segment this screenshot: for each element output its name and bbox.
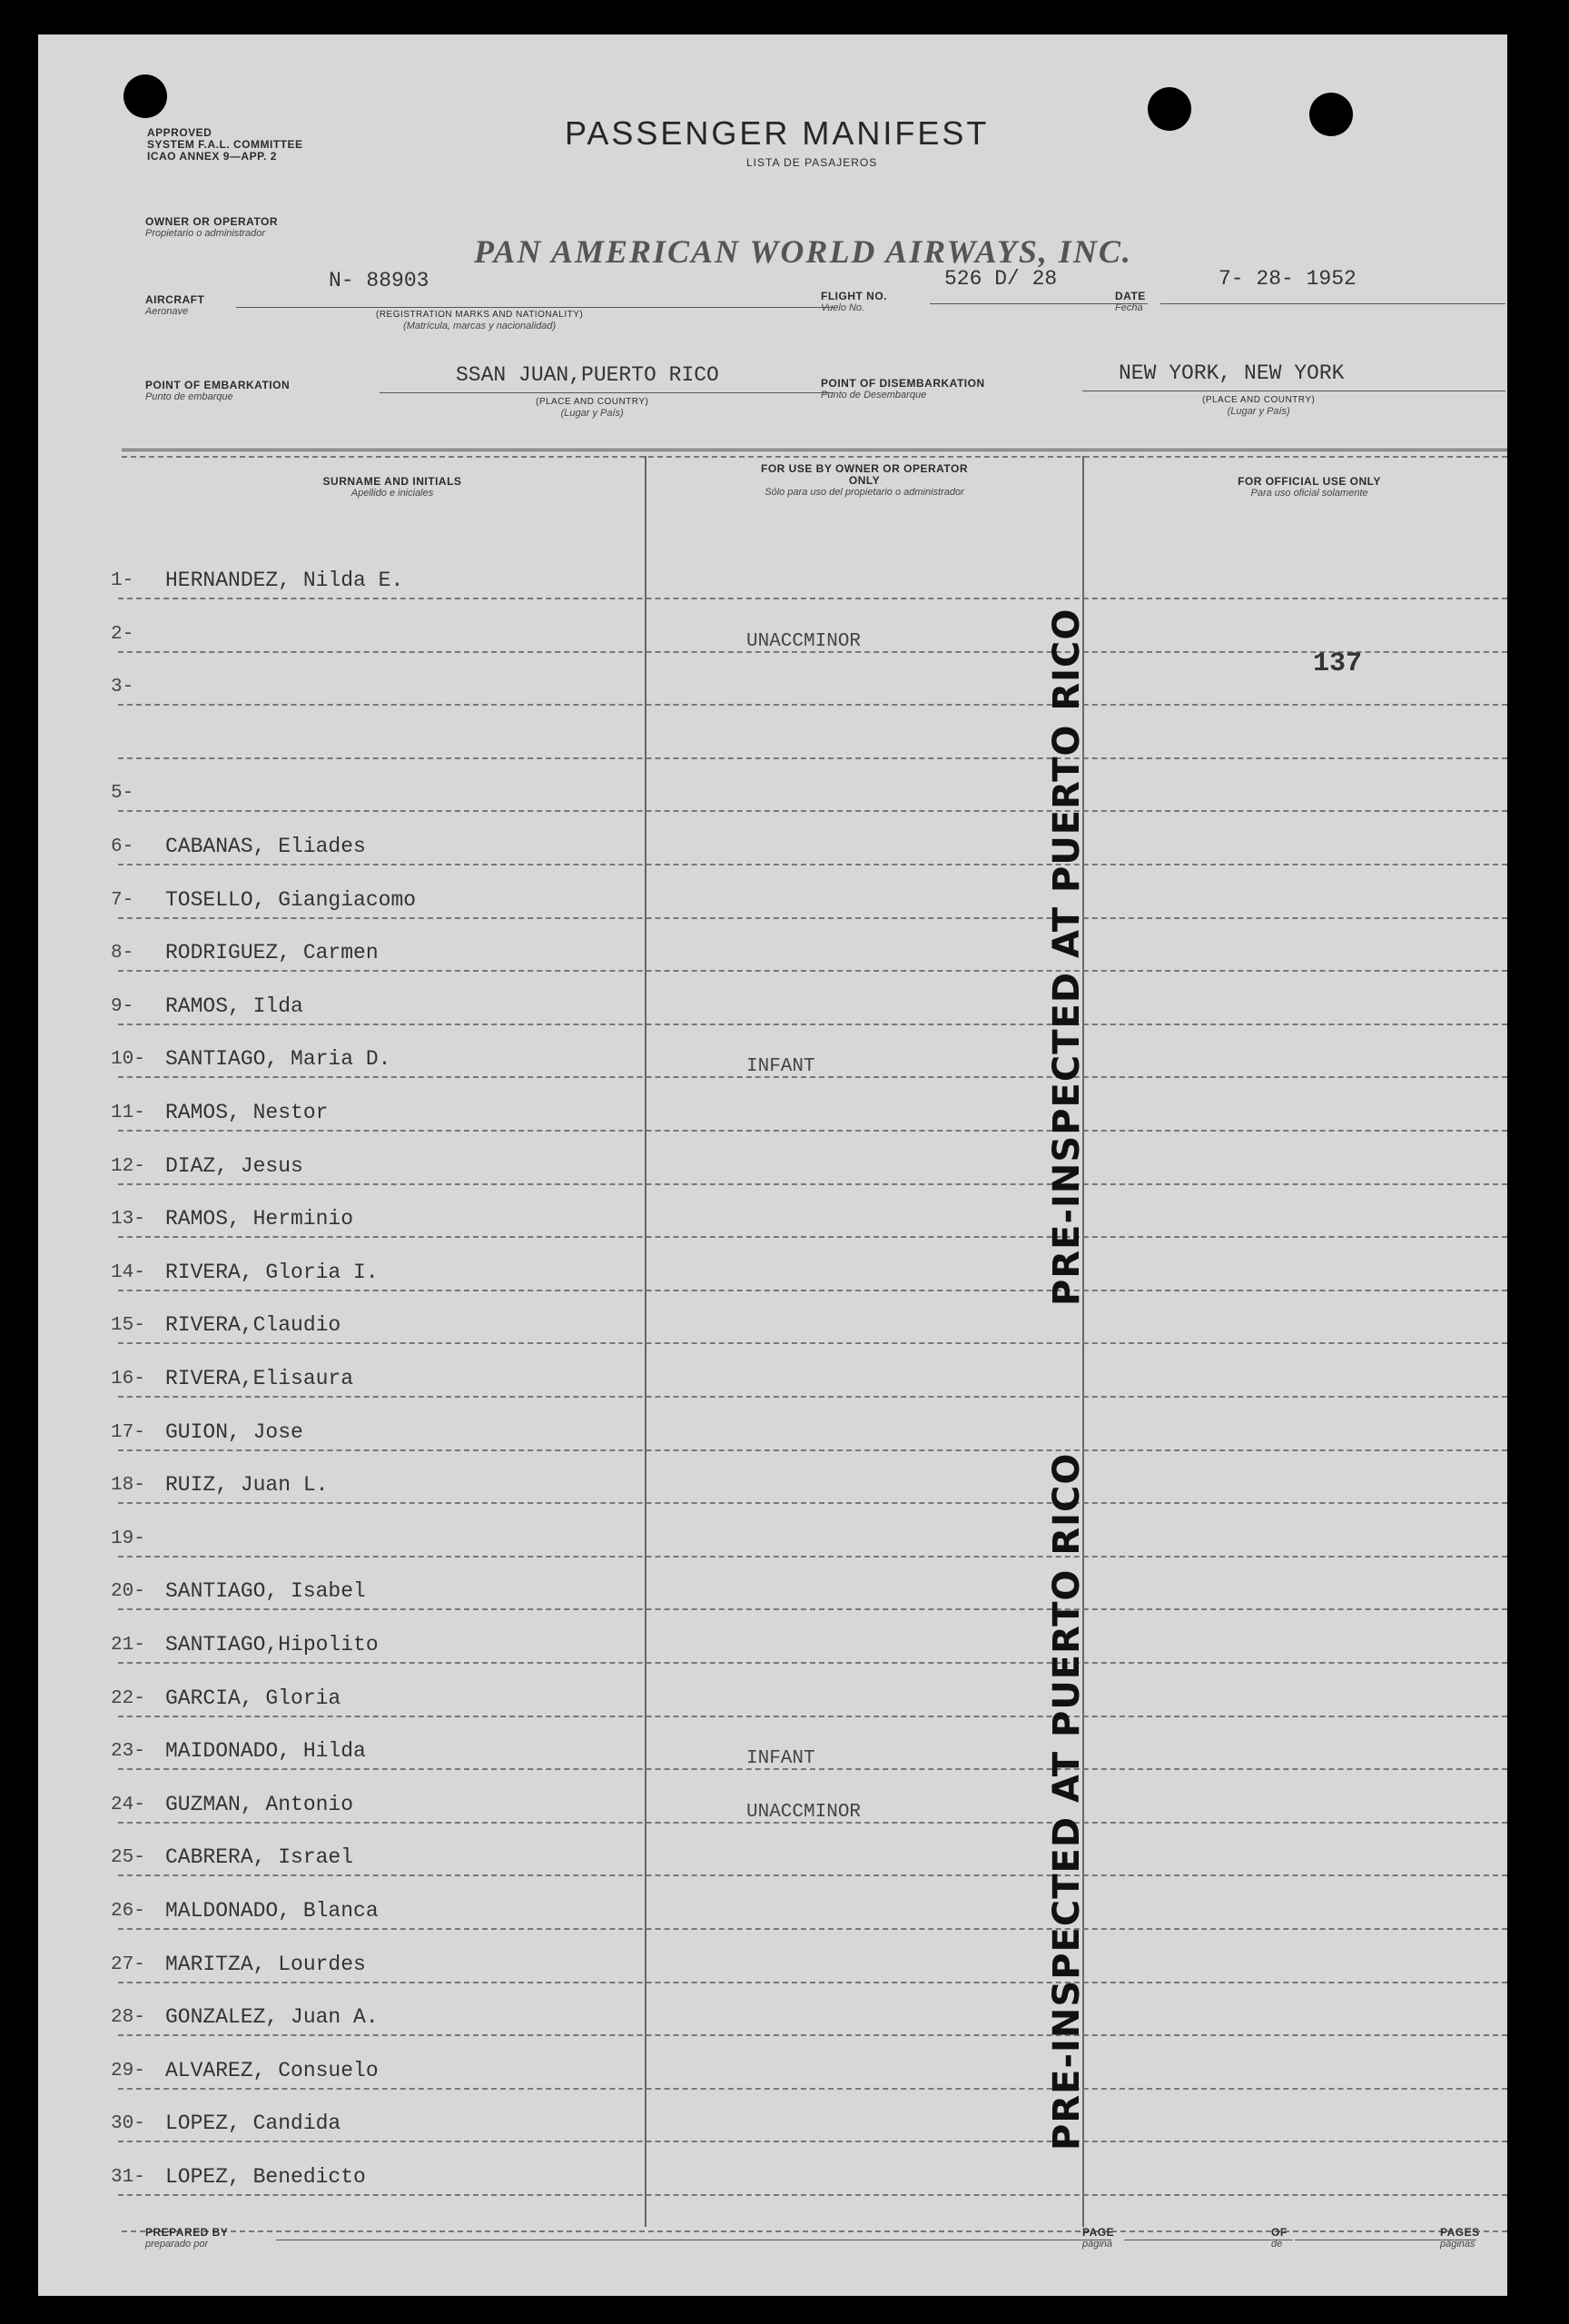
prepared-by-label: PREPARED BY bbox=[145, 2226, 229, 2239]
row-divider bbox=[118, 1928, 1507, 1930]
pre-inspected-stamp: PRE-INSPECTED AT PUERTO RICO bbox=[1046, 1452, 1088, 2151]
row-number: 6- bbox=[111, 836, 134, 857]
pages-label: PAGES bbox=[1440, 2226, 1480, 2239]
passenger-name: MAIDONADO, Hilda bbox=[165, 1739, 366, 1764]
row-number: 26- bbox=[111, 1901, 145, 1922]
approval-block bbox=[147, 127, 303, 163]
manifest-sheet bbox=[38, 35, 1507, 2296]
approval-line: APPROVED bbox=[147, 126, 212, 139]
row-divider bbox=[118, 757, 1507, 759]
aircraft-label-es: Aeronave bbox=[145, 306, 189, 317]
row-divider bbox=[118, 1396, 1507, 1398]
of-block bbox=[1271, 2227, 1288, 2250]
place-note-en: (PLACE AND COUNTRY) bbox=[1202, 395, 1316, 405]
row-number: 15- bbox=[111, 1315, 145, 1337]
passenger-name: SANTIAGO, Maria D. bbox=[165, 1047, 391, 1072]
row-divider bbox=[118, 704, 1507, 706]
owner-note: UNACCMINOR bbox=[746, 630, 862, 652]
flight-label-block bbox=[821, 291, 887, 313]
passenger-name: MALDONADO, Blanca bbox=[165, 1899, 379, 1923]
date-underline bbox=[1160, 303, 1505, 304]
owner-use-header: FOR USE BY OWNER OR OPERATOR ONLY bbox=[760, 462, 969, 487]
disembark-place-note bbox=[1202, 394, 1315, 417]
row-divider bbox=[118, 1183, 1507, 1185]
owner-use-header-es: Sólo para uso del propietario o administrador bbox=[765, 487, 964, 498]
owner-note: INFANT bbox=[746, 1056, 815, 1078]
of-label: OF bbox=[1271, 2226, 1288, 2239]
row-divider bbox=[118, 1874, 1507, 1876]
row-divider bbox=[118, 2141, 1507, 2142]
row-number: 5- bbox=[111, 783, 134, 805]
row-number: 13- bbox=[111, 1209, 145, 1231]
pre-inspected-stamp: PRE-INSPECTED AT PUERTO RICO bbox=[1046, 608, 1088, 1306]
row-divider bbox=[118, 2034, 1507, 2036]
embark-label: POINT OF EMBARKATION bbox=[145, 379, 291, 391]
page-label: PAGE bbox=[1082, 2226, 1115, 2239]
row-number: 28- bbox=[111, 2007, 145, 2029]
owner-note: INFANT bbox=[746, 1748, 815, 1770]
operator-name: PAN AMERICAN WORLD AIRWAYS, INC. bbox=[474, 233, 1132, 270]
page-block bbox=[1082, 2227, 1114, 2250]
row-number: 10- bbox=[111, 1049, 145, 1071]
row-number: 8- bbox=[111, 943, 134, 964]
aircraft-label: AIRCRAFT bbox=[145, 293, 205, 306]
date-label-block bbox=[1115, 291, 1146, 313]
embark-value: SSAN JUAN,PUERTO RICO bbox=[456, 363, 719, 387]
disembark-value: NEW YORK, NEW YORK bbox=[1119, 361, 1345, 385]
embark-underline bbox=[380, 392, 834, 393]
row-divider bbox=[118, 2194, 1507, 2196]
aircraft-value: N- 88903 bbox=[329, 269, 429, 292]
passenger-name: CABANAS, Eliades bbox=[165, 835, 366, 858]
row-divider bbox=[118, 1608, 1507, 1610]
place-note-es: (Lugar y País) bbox=[560, 408, 624, 419]
passenger-name: SANTIAGO,Hipolito bbox=[165, 1633, 379, 1656]
punch-hole bbox=[1148, 87, 1191, 131]
passenger-name: RUIZ, Juan L. bbox=[165, 1473, 329, 1498]
row-number: 20- bbox=[111, 1581, 145, 1603]
row-number: 18- bbox=[111, 1475, 145, 1497]
passenger-name: RIVERA,Elisaura bbox=[165, 1367, 354, 1390]
owner-label: OWNER OR OPERATOR bbox=[145, 215, 279, 228]
row-number: 3- bbox=[111, 677, 134, 698]
passenger-name: TOSELLO, Giangiacomo bbox=[165, 887, 417, 912]
aircraft-label-block bbox=[145, 294, 204, 317]
pages-label-es: páginas bbox=[1440, 2239, 1475, 2250]
manifest-subtitle: LISTA DE PASAJEROS bbox=[746, 156, 878, 169]
row-number: 31- bbox=[111, 2167, 145, 2188]
owner-label-es: Propietario o administrador bbox=[145, 228, 266, 239]
row-divider bbox=[118, 1716, 1507, 1717]
row-number: 12- bbox=[111, 1155, 145, 1177]
row-number: 19- bbox=[111, 1528, 145, 1549]
row-number: 29- bbox=[111, 2060, 145, 2082]
disembark-label-block bbox=[821, 378, 985, 401]
approval-line: ICAO ANNEX 9—APP. 2 bbox=[147, 150, 277, 163]
official-use-header-es: Para uso oficial solamente bbox=[1250, 488, 1368, 499]
passenger-name: GONZALEZ, Juan A. bbox=[165, 2005, 379, 2030]
row-number: 25- bbox=[111, 1847, 145, 1869]
passenger-name: LOPEZ, Benedicto bbox=[165, 2165, 366, 2189]
passenger-name: DIAZ, Jesus bbox=[165, 1153, 303, 1178]
passenger-name: GARCIA, Gloria bbox=[165, 1686, 341, 1710]
row-number: 22- bbox=[111, 1687, 145, 1709]
official-use-header: FOR OFFICIAL USE ONLY bbox=[1238, 475, 1381, 488]
row-number: 17- bbox=[111, 1421, 145, 1443]
row-divider bbox=[118, 917, 1507, 919]
row-divider bbox=[118, 1130, 1507, 1132]
row-divider bbox=[118, 1236, 1507, 1238]
registration-note bbox=[376, 309, 583, 331]
aircraft-underline bbox=[236, 307, 835, 308]
passenger-name: LOPEZ, Candida bbox=[165, 2111, 341, 2136]
passenger-name: MARITZA, Lourdes bbox=[165, 1952, 366, 1976]
row-number: 24- bbox=[111, 1794, 145, 1815]
approval-line: SYSTEM F.A.L. COMMITTEE bbox=[147, 138, 303, 151]
manifest-title: PASSENGER MANIFEST bbox=[565, 114, 990, 152]
passenger-name: RIVERA,Claudio bbox=[165, 1313, 341, 1338]
row-divider bbox=[118, 1556, 1507, 1558]
row-number: 27- bbox=[111, 1953, 145, 1975]
row-number: 7- bbox=[111, 889, 134, 911]
date-label: DATE bbox=[1115, 290, 1146, 302]
row-number: 30- bbox=[111, 2113, 145, 2135]
surname-column-header bbox=[147, 476, 637, 499]
row-divider bbox=[118, 1449, 1507, 1451]
passenger-name: RAMOS, Ilda bbox=[165, 994, 303, 1018]
flight-label-es: Vuelo No. bbox=[821, 302, 865, 313]
row-divider bbox=[118, 864, 1507, 865]
surname-header-es: Apellido e iniciales bbox=[350, 488, 434, 499]
row-divider bbox=[118, 970, 1507, 972]
row-number: 1- bbox=[111, 570, 134, 591]
row-number: 9- bbox=[111, 995, 134, 1017]
row-divider bbox=[118, 1662, 1507, 1664]
registration-note-es: (Matrícula, marcas y nacionalidad) bbox=[403, 321, 557, 331]
column-divider bbox=[645, 456, 646, 2227]
passenger-name: RIVERA, Gloria I. bbox=[165, 1260, 379, 1284]
row-divider bbox=[118, 2088, 1507, 2090]
prepared-by-label-es: preparado por bbox=[145, 2239, 209, 2250]
row-number: 23- bbox=[111, 1741, 145, 1763]
row-divider bbox=[118, 1502, 1507, 1504]
flight-number-value: 526 D/ 28 bbox=[944, 267, 1058, 291]
date-label-es: Fecha bbox=[1115, 302, 1143, 313]
row-divider bbox=[118, 1342, 1507, 1344]
table-top-rule bbox=[122, 456, 1507, 458]
row-number: 16- bbox=[111, 1369, 145, 1389]
place-note-es: (Lugar y País) bbox=[1227, 406, 1290, 417]
embark-label-block bbox=[145, 380, 290, 402]
punch-hole bbox=[123, 74, 167, 118]
prepared-by-block bbox=[145, 2227, 228, 2250]
page-label-es: página bbox=[1082, 2239, 1113, 2250]
passenger-name: SANTIAGO, Isabel bbox=[165, 1579, 366, 1604]
table-top-rule bbox=[122, 449, 1507, 451]
passenger-name: RAMOS, Herminio bbox=[165, 1207, 354, 1231]
flight-label: FLIGHT NO. bbox=[821, 290, 887, 302]
registration-note-en: (REGISTRATION MARKS AND NATIONALITY) bbox=[376, 310, 584, 320]
official-use-column-header bbox=[1128, 476, 1491, 499]
row-number: 2- bbox=[111, 623, 134, 645]
row-number: 14- bbox=[111, 1261, 145, 1283]
table-bottom-rule bbox=[122, 2230, 1507, 2232]
row-divider bbox=[118, 1290, 1507, 1291]
punch-hole bbox=[1309, 93, 1353, 136]
passenger-name: CABRERA, Israel bbox=[165, 1845, 354, 1870]
row-divider bbox=[118, 810, 1507, 812]
embark-label-es: Punto de embarque bbox=[145, 391, 233, 402]
passenger-name: RODRIGUEZ, Carmen bbox=[165, 941, 379, 965]
of-label-es: de bbox=[1271, 2239, 1283, 2250]
owner-note: UNACCMINOR bbox=[746, 1801, 862, 1823]
row-number: 21- bbox=[111, 1635, 145, 1656]
row-divider bbox=[118, 1024, 1507, 1025]
embark-place-note bbox=[536, 396, 648, 419]
passenger-name: GUION, Jose bbox=[165, 1419, 303, 1444]
passenger-name: ALVAREZ, Consuelo bbox=[165, 2058, 379, 2082]
place-note-en: (PLACE AND COUNTRY) bbox=[536, 397, 649, 407]
official-count: 137 bbox=[1313, 648, 1363, 679]
passenger-name: HERNANDEZ, Nilda E. bbox=[165, 569, 404, 592]
row-divider bbox=[118, 1982, 1507, 1983]
row-divider bbox=[118, 598, 1507, 599]
surname-header: SURNAME AND INITIALS bbox=[322, 475, 462, 488]
disembark-label-es: Punto de Desembarque bbox=[821, 390, 927, 401]
owner-label-block bbox=[145, 216, 278, 239]
passenger-name: GUZMAN, Antonio bbox=[165, 1792, 354, 1816]
passenger-name: RAMOS, Nestor bbox=[165, 1101, 329, 1124]
pages-block bbox=[1440, 2227, 1480, 2250]
owner-use-column-header bbox=[746, 463, 982, 498]
row-number: 11- bbox=[111, 1103, 145, 1123]
date-value: 7- 28- 1952 bbox=[1219, 267, 1357, 291]
disembark-label: POINT OF DISEMBARKATION bbox=[821, 377, 985, 390]
